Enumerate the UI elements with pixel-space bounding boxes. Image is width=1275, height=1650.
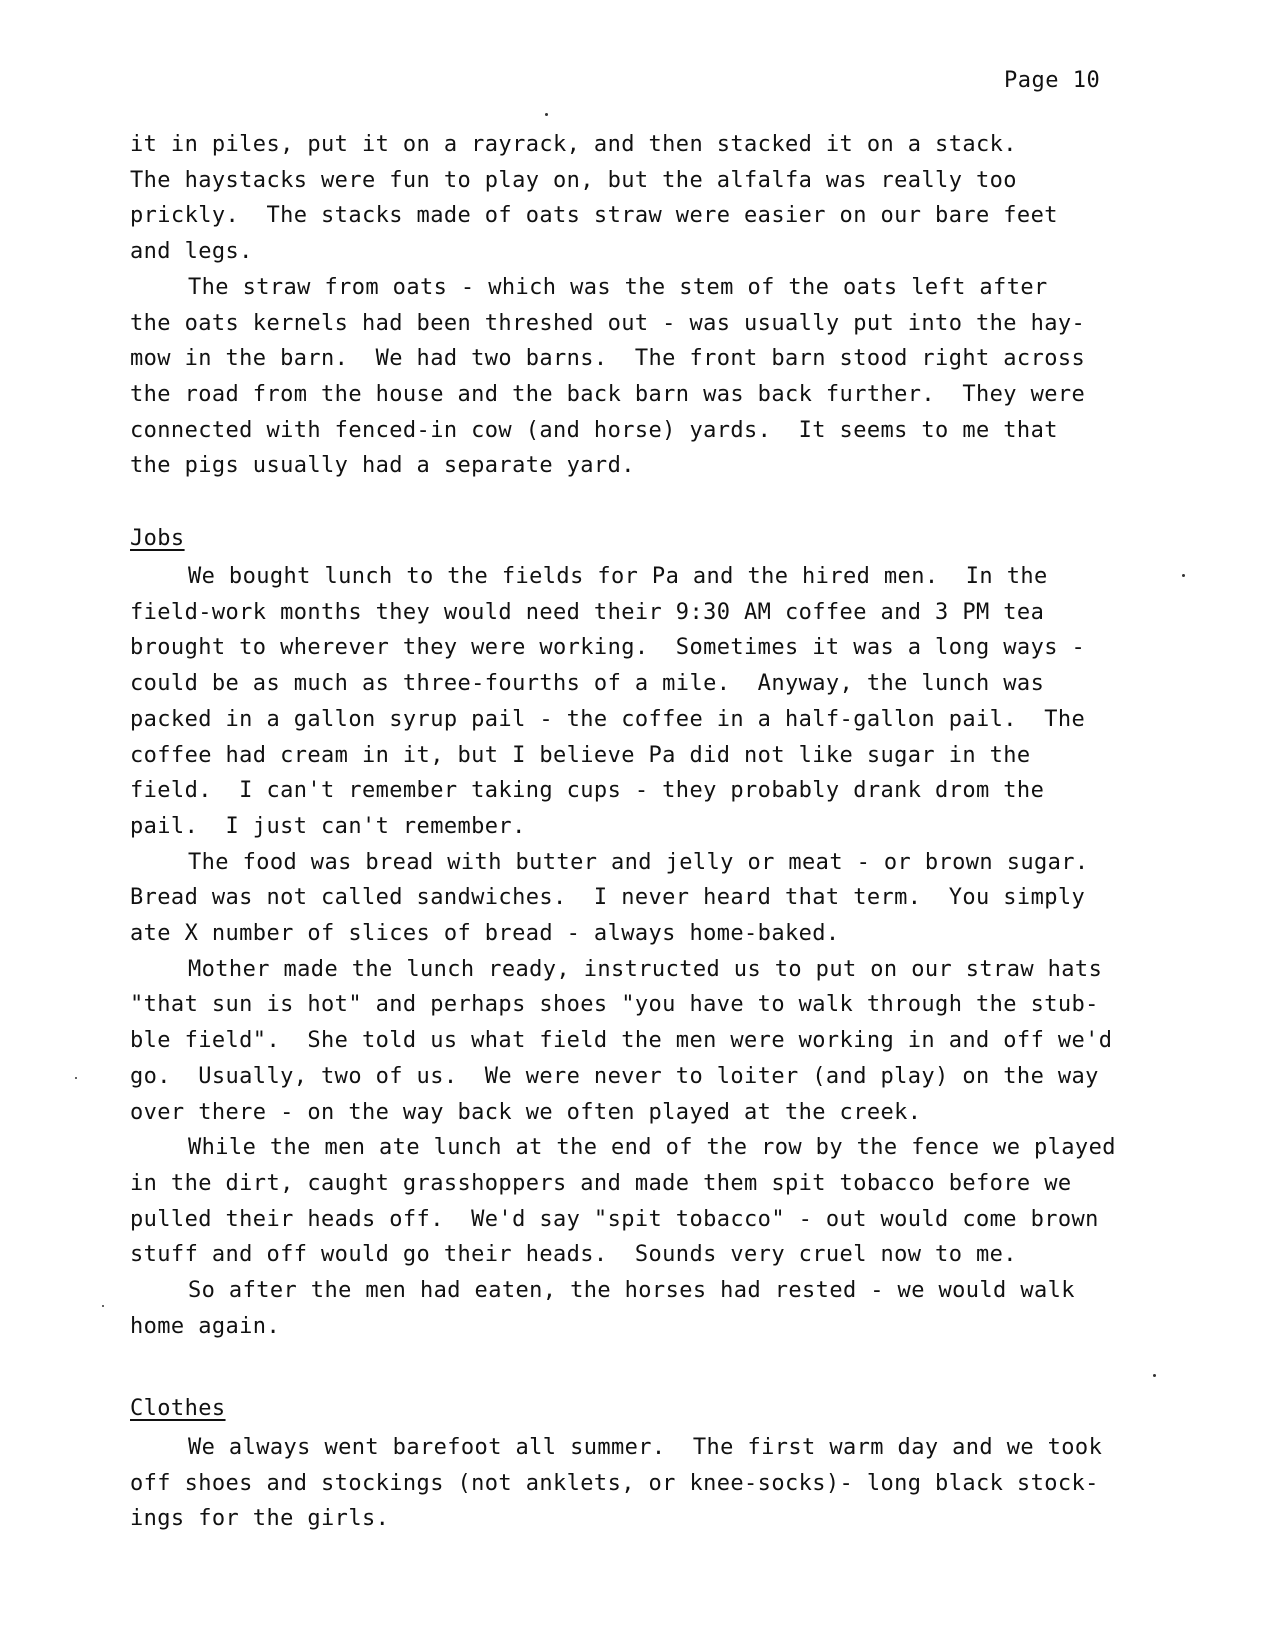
text-line: ings for the girls. xyxy=(130,1506,390,1532)
text-line: and legs. xyxy=(130,239,253,265)
text-line: While the men ate lunch at the end of the row by the fence we played xyxy=(188,1135,1116,1161)
section-intro xyxy=(130,127,1200,484)
page-number: Page 10 xyxy=(1004,68,1101,93)
section-jobs xyxy=(130,559,1200,1344)
scan-speck xyxy=(75,1077,77,1079)
text-line: brought to wherever they were working. Sometimes it was a long ways - xyxy=(130,635,1086,661)
text-line: Mother made the lunch ready, instructed us to put on our straw hats xyxy=(188,956,1103,982)
text-line: packed in a gallon syrup pail - the coffee in a half-gallon pail. The xyxy=(130,706,1086,732)
text-line: pail. I just can't remember. xyxy=(130,813,526,839)
text-line: The haystacks were fun to play on, but the alfalfa was really too xyxy=(130,167,1017,193)
scan-speck xyxy=(102,1305,104,1307)
text-line: So after the men had eaten, the horses had rested - we would walk xyxy=(188,1278,1075,1304)
text-line: "that sun is hot" and perhaps shoes "you have to walk through the stub- xyxy=(130,992,1099,1018)
text-line: stuff and off would go their heads. Sounds very cruel now to me. xyxy=(130,1242,1017,1268)
section-heading-jobs: Jobs xyxy=(130,526,185,551)
text-line: the pigs usually had a separate yard. xyxy=(130,453,635,479)
text-line: pulled their heads off. We'd say "spit tobacco" - out would come brown xyxy=(130,1206,1099,1232)
scan-speck xyxy=(1153,1374,1156,1377)
text-line: ate X number of slices of bread - always home-baked. xyxy=(130,921,840,947)
text-line: over there - on the way back we often played at the creek. xyxy=(130,1099,922,1125)
text-line: coffee had cream in it, but I believe Pa did not like sugar in the xyxy=(130,742,1031,768)
text-line: home again. xyxy=(130,1313,281,1339)
text-line: off shoes and stockings (not anklets, or knee-socks)- long black stock- xyxy=(130,1470,1099,1496)
text-line: Bread was not called sandwiches. I never heard that term. You simply xyxy=(130,885,1086,911)
text-line: the oats kernels had been threshed out - was usually put into the hay- xyxy=(130,310,1086,336)
text-line: The food was bread with butter and jelly or meat - or brown sugar. xyxy=(188,849,1089,875)
text-line: The straw from oats - which was the stem of the oats left after xyxy=(188,274,1048,300)
text-line: field-work months they would need their 9:30 AM coffee and 3 PM tea xyxy=(130,599,1045,625)
text-line: connected with fenced-in cow (and horse) yards. It seems to me that xyxy=(130,417,1058,443)
section-clothes xyxy=(130,1430,1200,1537)
text-line: ble field". She told us what field the men were working in and off we'd xyxy=(130,1028,1113,1054)
text-line: could be as much as three-fourths of a mile. Anyway, the lunch was xyxy=(130,671,1045,697)
text-line: in the dirt, caught grasshoppers and made them spit tobacco before we xyxy=(130,1170,1072,1196)
text-line: field. I can't remember taking cups - they probably drank drom the xyxy=(130,778,1045,804)
scan-speck xyxy=(1182,574,1185,577)
text-line: prickly. The stacks made of oats straw were easier on our bare feet xyxy=(130,203,1058,229)
text-line: We bought lunch to the fields for Pa and the hired men. In the xyxy=(188,564,1048,589)
text-line: mow in the barn. We had two barns. The front barn stood right across xyxy=(130,346,1086,372)
text-line: We always went barefoot all summer. The first warm day and we took xyxy=(188,1435,1103,1460)
scan-speck xyxy=(545,113,548,116)
text-line: it in piles, put it on a rayrack, and then stacked it on a stack. xyxy=(130,132,1017,157)
text-line: go. Usually, two of us. We were never to loiter (and play) on the way xyxy=(130,1063,1099,1089)
section-heading-clothes: Clothes xyxy=(130,1396,226,1421)
text-line: the road from the house and the back barn was back further. They were xyxy=(130,381,1086,407)
